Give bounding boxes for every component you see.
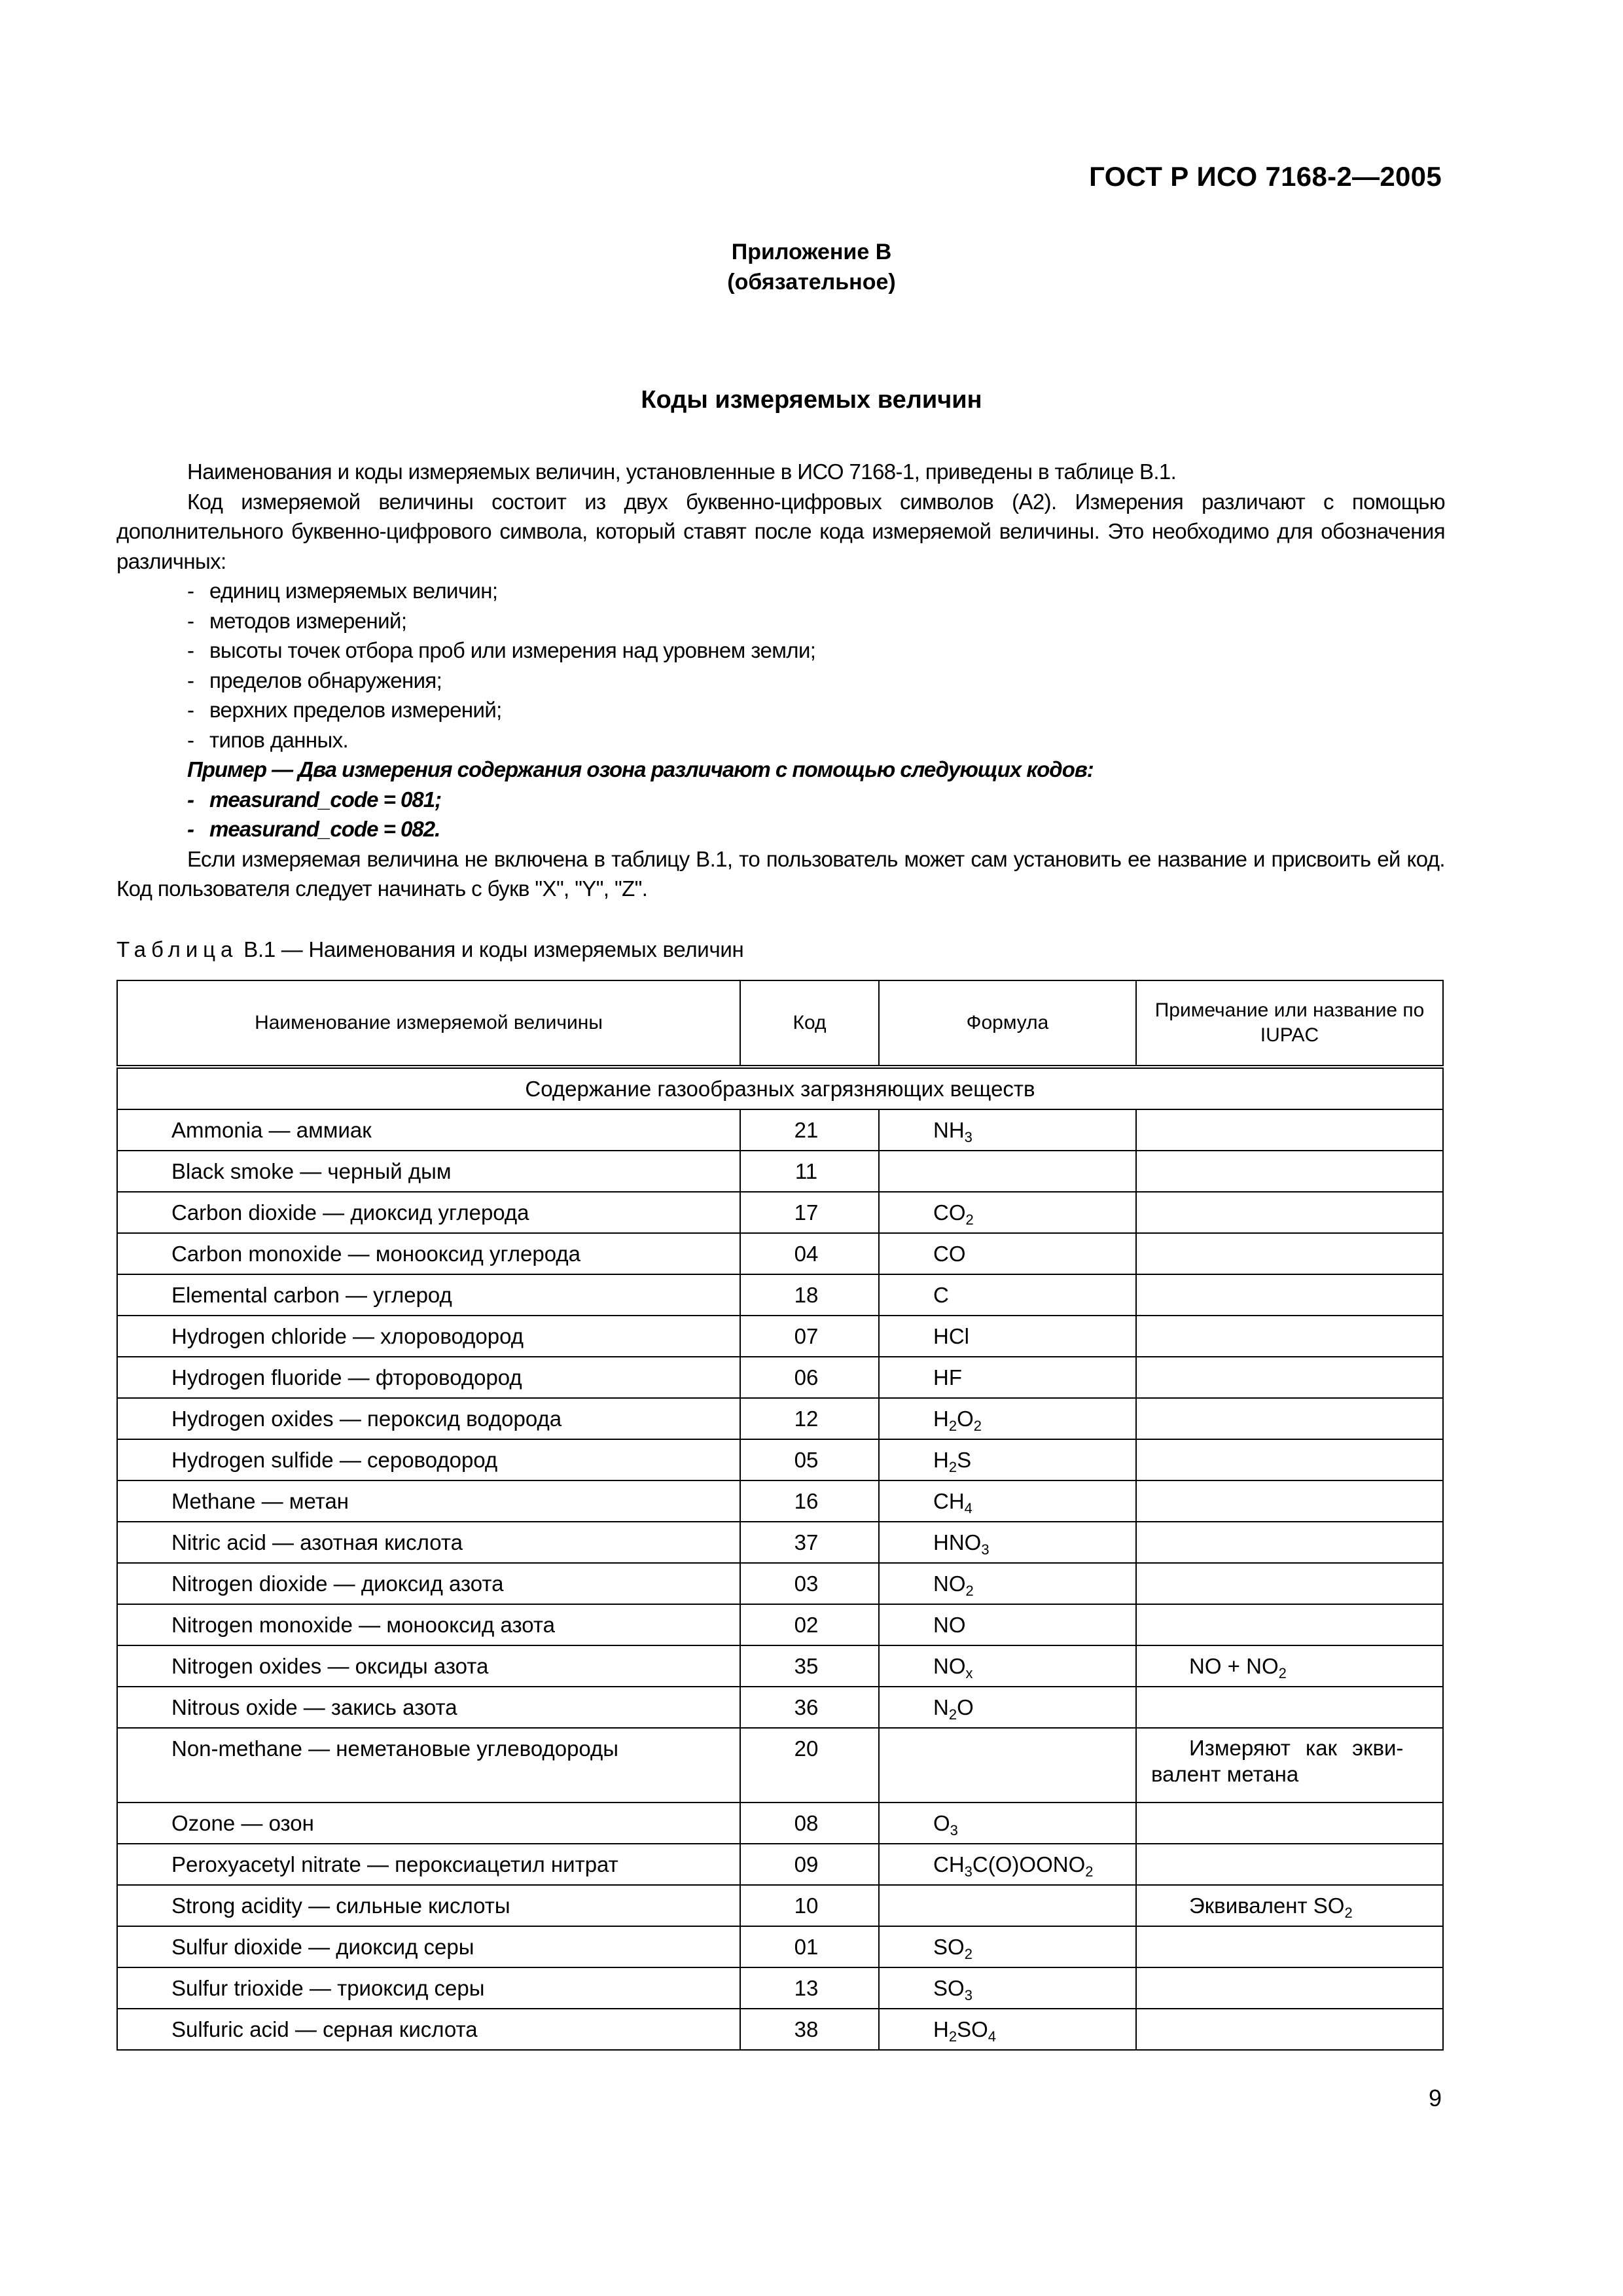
cell-note (1136, 1316, 1443, 1357)
paragraph-code-structure: Код измеряемой величины состоит из двух буквенно-цифровых символов (A2). Измерения различают с помощью дополнительного буквенно-цифрового символа, который ставят после кода измеряемой величины. Это необходимо для обозначения различных: (116, 489, 1445, 573)
cell-code: 01 (740, 1926, 879, 1967)
bullet-marker: - (187, 817, 194, 841)
cell-code: 02 (740, 1604, 879, 1645)
cell-name: Strong acidity — сильные кислоты (117, 1885, 740, 1926)
cell-name: Hydrogen fluoride — фтороводород (117, 1357, 740, 1398)
cell-name: Nitrogen oxides — оксиды азота (117, 1645, 740, 1687)
cell-code: 04 (740, 1233, 879, 1274)
cell-note (1136, 1645, 1443, 1687)
cell-code: 11 (740, 1151, 879, 1192)
subscript: 2 (964, 1946, 972, 1962)
cell-code: 18 (740, 1274, 879, 1316)
cell-name: Sulfur trioxide — триоксид серы (117, 1967, 740, 2009)
cell-note (1136, 1728, 1443, 1803)
text-part: HCl (933, 1324, 969, 1348)
cell-code: 07 (740, 1316, 879, 1357)
table-body (117, 1067, 1443, 2050)
bullet-marker: - (187, 579, 194, 603)
table-row (117, 1728, 1443, 1803)
cell-name: Hydrogen chloride — хлороводород (117, 1316, 740, 1357)
cell-name: Nitrogen monoxide — монооксид азота (117, 1604, 740, 1645)
bullet-text: типов данных. (209, 727, 349, 752)
cell-formula (879, 1109, 1136, 1151)
cell-name: Nitric acid — азотная кислота (117, 1522, 740, 1563)
subscript: 2 (948, 1459, 957, 1475)
text-part: H (933, 2017, 949, 2041)
cell-formula (879, 1439, 1136, 1480)
text-part: SO (933, 1976, 965, 2000)
table-row (117, 1357, 1443, 1398)
subscript: 3 (964, 1863, 972, 1880)
text-part: O (957, 1695, 974, 1719)
text-part: O (957, 1407, 974, 1431)
cell-code: 03 (740, 1563, 879, 1604)
column-header-note: Примечание или название по IUPAC (1136, 980, 1443, 1067)
table-row (117, 1563, 1443, 1604)
example-code-text: measurand_code = 082. (209, 817, 440, 841)
text-part: CO (933, 1242, 966, 1266)
bullet-item (116, 606, 1445, 636)
text-part: NO (933, 1571, 966, 1596)
table-row (117, 1926, 1443, 1967)
cell-formula (879, 1844, 1136, 1885)
cell-formula (879, 1480, 1136, 1522)
cell-code: 10 (740, 1885, 879, 1926)
bullet-list (116, 576, 1445, 755)
cell-formula (879, 1803, 1136, 1844)
cell-note (1136, 1233, 1443, 1274)
table-row (117, 1192, 1443, 1233)
text-part: N (933, 1695, 949, 1719)
cell-note (1136, 1192, 1443, 1233)
table-row (117, 1885, 1443, 1926)
cell-name: Carbon dioxide — диоксид углерода (117, 1192, 740, 1233)
page-number: 9 (1428, 2085, 1442, 2111)
bullet-marker: - (187, 608, 194, 633)
cell-name: Nitrogen dioxide — диоксид азота (117, 1563, 740, 1604)
subscript: 2 (1344, 1905, 1353, 1921)
text-part: O (933, 1811, 950, 1835)
text-part: CH (933, 1489, 965, 1513)
table-row (117, 1151, 1443, 1192)
text-part: C (933, 1283, 949, 1307)
cell-code: 06 (740, 1357, 879, 1398)
cell-formula (879, 1926, 1136, 1967)
bullet-marker: - (187, 668, 194, 692)
cell-name: Hydrogen sulfide — сероводород (117, 1439, 740, 1480)
subscript: 2 (1278, 1665, 1287, 1681)
cell-note (1136, 1803, 1443, 1844)
cell-name: Non-methane — неметановые углеводороды (117, 1728, 740, 1803)
note-line: Измеряют как экви- (1189, 1736, 1404, 1760)
cell-name: Ammonia — аммиак (117, 1109, 740, 1151)
cell-formula (879, 1398, 1136, 1439)
table-row (117, 1439, 1443, 1480)
cell-note (1136, 1398, 1443, 1439)
table-row (117, 1604, 1443, 1645)
cell-code: 05 (740, 1439, 879, 1480)
table-row (117, 1109, 1443, 1151)
appendix-status: (обязательное) (727, 270, 896, 295)
cell-note (1136, 1522, 1443, 1563)
cell-formula (879, 1645, 1136, 1687)
subscript: 4 (964, 1500, 972, 1516)
table-row (117, 2009, 1443, 2050)
table-caption-text: В.1 — Наименования и коды измеряемых величин (238, 937, 744, 961)
cell-code: 20 (740, 1728, 879, 1803)
cell-note (1136, 1357, 1443, 1398)
group-title: Содержание газообразных загрязняющих веществ (117, 1067, 1443, 1109)
text-part: H (933, 1448, 949, 1472)
bullet-text: пределов обнаружения; (209, 668, 442, 692)
bullet-item (116, 695, 1445, 725)
text-part: SO (957, 2017, 988, 2041)
text-part: NO (933, 1613, 966, 1637)
cell-code: 12 (740, 1398, 879, 1439)
table-row (117, 1233, 1443, 1274)
example-intro: Пример — Два измерения содержания озона различают с помощью следующих кодов: (187, 757, 1094, 781)
text-part: CO (933, 1200, 966, 1225)
bullet-marker: - (187, 638, 194, 662)
subscript: 2 (965, 1211, 974, 1228)
cell-formula (879, 1522, 1136, 1563)
cell-code: 17 (740, 1192, 879, 1233)
cell-note (1136, 1844, 1443, 1885)
document-standard-id: ГОСТ Р ИСО 7168-2—2005 (1089, 161, 1442, 192)
cell-note (1136, 1687, 1443, 1728)
cell-code: 37 (740, 1522, 879, 1563)
table-caption (116, 937, 743, 962)
cell-formula (879, 1316, 1136, 1357)
subscript: 2 (948, 2028, 957, 2045)
bullet-item (116, 666, 1445, 696)
cell-note (1136, 1151, 1443, 1192)
text-part: HNO (933, 1530, 982, 1554)
table-header-row (117, 980, 1443, 1067)
body-text (116, 457, 1445, 904)
bullet-text: высоты точек отбора проб или измерения над уровнем земли; (209, 638, 816, 662)
cell-note (1136, 1926, 1443, 1967)
subscript: 3 (964, 1987, 972, 2003)
bullet-marker: - (187, 698, 194, 722)
cell-name: Sulfuric acid — серная кислота (117, 2009, 740, 2050)
cell-code: 36 (740, 1687, 879, 1728)
subscript: 2 (948, 1706, 957, 1723)
cell-formula (879, 1687, 1136, 1728)
paragraph-user-codes: Если измеряемая величина не включена в таблицу В.1, то пользователь может сам установить ее название и присвоить ей код. Код пользователя следует начинать с букв "X", "Y", "Z". (116, 846, 1445, 901)
subscript: 3 (950, 1822, 958, 1839)
subscript: 2 (1085, 1863, 1094, 1880)
text-part: NO (933, 1654, 966, 1678)
cell-name: Ozone — озон (117, 1803, 740, 1844)
text-part: SO (933, 1935, 965, 1959)
cell-name: Carbon monoxide — монооксид углерода (117, 1233, 740, 1274)
cell-note (1136, 1109, 1443, 1151)
cell-formula (879, 1563, 1136, 1604)
table-row (117, 1398, 1443, 1439)
cell-note (1136, 1439, 1443, 1480)
bullet-item (116, 725, 1445, 755)
cell-name: Sulfur dioxide — диоксид серы (117, 1926, 740, 1967)
bullet-marker: - (187, 727, 194, 752)
text-part: CH (933, 1852, 965, 1876)
text-part: HF (933, 1365, 962, 1390)
note-line: валент метана (1151, 1762, 1299, 1786)
column-header-formula: Формула (879, 980, 1136, 1067)
table-row (117, 1803, 1443, 1844)
table-row (117, 1522, 1443, 1563)
table-row (117, 1274, 1443, 1316)
table-row (117, 1480, 1443, 1522)
table-row (117, 1645, 1443, 1687)
table-group-row (117, 1067, 1443, 1109)
subscript: x (965, 1665, 973, 1681)
subscript: 4 (988, 2028, 997, 2045)
example-code (116, 785, 1445, 815)
cell-formula (879, 1274, 1136, 1316)
cell-name: Black smoke — черный дым (117, 1151, 740, 1192)
bullet-text: методов измерений; (209, 608, 407, 633)
cell-note (1136, 1967, 1443, 2009)
subscript: 3 (964, 1129, 972, 1145)
appendix-heading (0, 237, 1623, 297)
table-row (117, 1687, 1443, 1728)
cell-formula (879, 1967, 1136, 2009)
text-part: S (957, 1448, 972, 1472)
cell-formula (879, 1192, 1136, 1233)
bullet-text: верхних пределов измерений; (209, 698, 502, 722)
table-row (117, 1316, 1443, 1357)
example-code-text: measurand_code = 081; (209, 787, 442, 812)
subscript: 2 (948, 1418, 957, 1434)
cell-code: 08 (740, 1803, 879, 1844)
cell-code: 35 (740, 1645, 879, 1687)
cell-formula (879, 1233, 1136, 1274)
cell-name: Peroxyacetyl nitrate — пероксиацетил нитрат (117, 1844, 740, 1885)
table-row (117, 1844, 1443, 1885)
example-code (116, 814, 1445, 844)
cell-note (1136, 1604, 1443, 1645)
column-header-name: Наименование измеряемой величины (117, 980, 740, 1067)
bullet-item (116, 636, 1445, 666)
cell-note (1136, 1563, 1443, 1604)
cell-note (1136, 2009, 1443, 2050)
text-part: C(O)OONO (972, 1852, 1086, 1876)
subscript: 2 (973, 1418, 982, 1434)
cell-formula (879, 1885, 1136, 1926)
subscript: 3 (981, 1541, 990, 1558)
cell-code: 21 (740, 1109, 879, 1151)
cell-note (1136, 1274, 1443, 1316)
cell-code: 38 (740, 2009, 879, 2050)
cell-formula (879, 1728, 1136, 1803)
text-part: NH (933, 1118, 965, 1142)
cell-name: Elemental carbon — углерод (117, 1274, 740, 1316)
cell-name: Hydrogen oxides — пероксид водорода (117, 1398, 740, 1439)
column-header-code: Код (740, 980, 879, 1067)
cell-formula (879, 1151, 1136, 1192)
cell-code: 09 (740, 1844, 879, 1885)
cell-code: 13 (740, 1967, 879, 2009)
appendix-title: Приложение В (731, 240, 892, 264)
cell-code: 16 (740, 1480, 879, 1522)
cell-name: Nitrous oxide — закись азота (117, 1687, 740, 1728)
measurand-codes-table (116, 980, 1444, 2051)
bullet-text: единиц измеряемых величин; (209, 579, 498, 603)
paragraph-intro: Наименования и коды измеряемых величин, установленные в ИСО 7168-1, приведены в таблице В.1. (187, 459, 1177, 484)
cell-formula (879, 1357, 1136, 1398)
text-part: Эквивалент SO (1189, 1893, 1345, 1918)
cell-note (1136, 1480, 1443, 1522)
subscript: 2 (965, 1583, 974, 1599)
table-caption-prefix: Таблица (116, 937, 238, 961)
text-part: NO + NO (1189, 1654, 1279, 1678)
cell-formula (879, 2009, 1136, 2050)
cell-formula (879, 1604, 1136, 1645)
table-row (117, 1967, 1443, 2009)
cell-name: Methane — метан (117, 1480, 740, 1522)
bullet-marker: - (187, 787, 194, 812)
cell-note (1136, 1885, 1443, 1926)
section-title: Коды измеряемых величин (641, 386, 982, 414)
text-part: H (933, 1407, 949, 1431)
bullet-item (116, 576, 1445, 606)
